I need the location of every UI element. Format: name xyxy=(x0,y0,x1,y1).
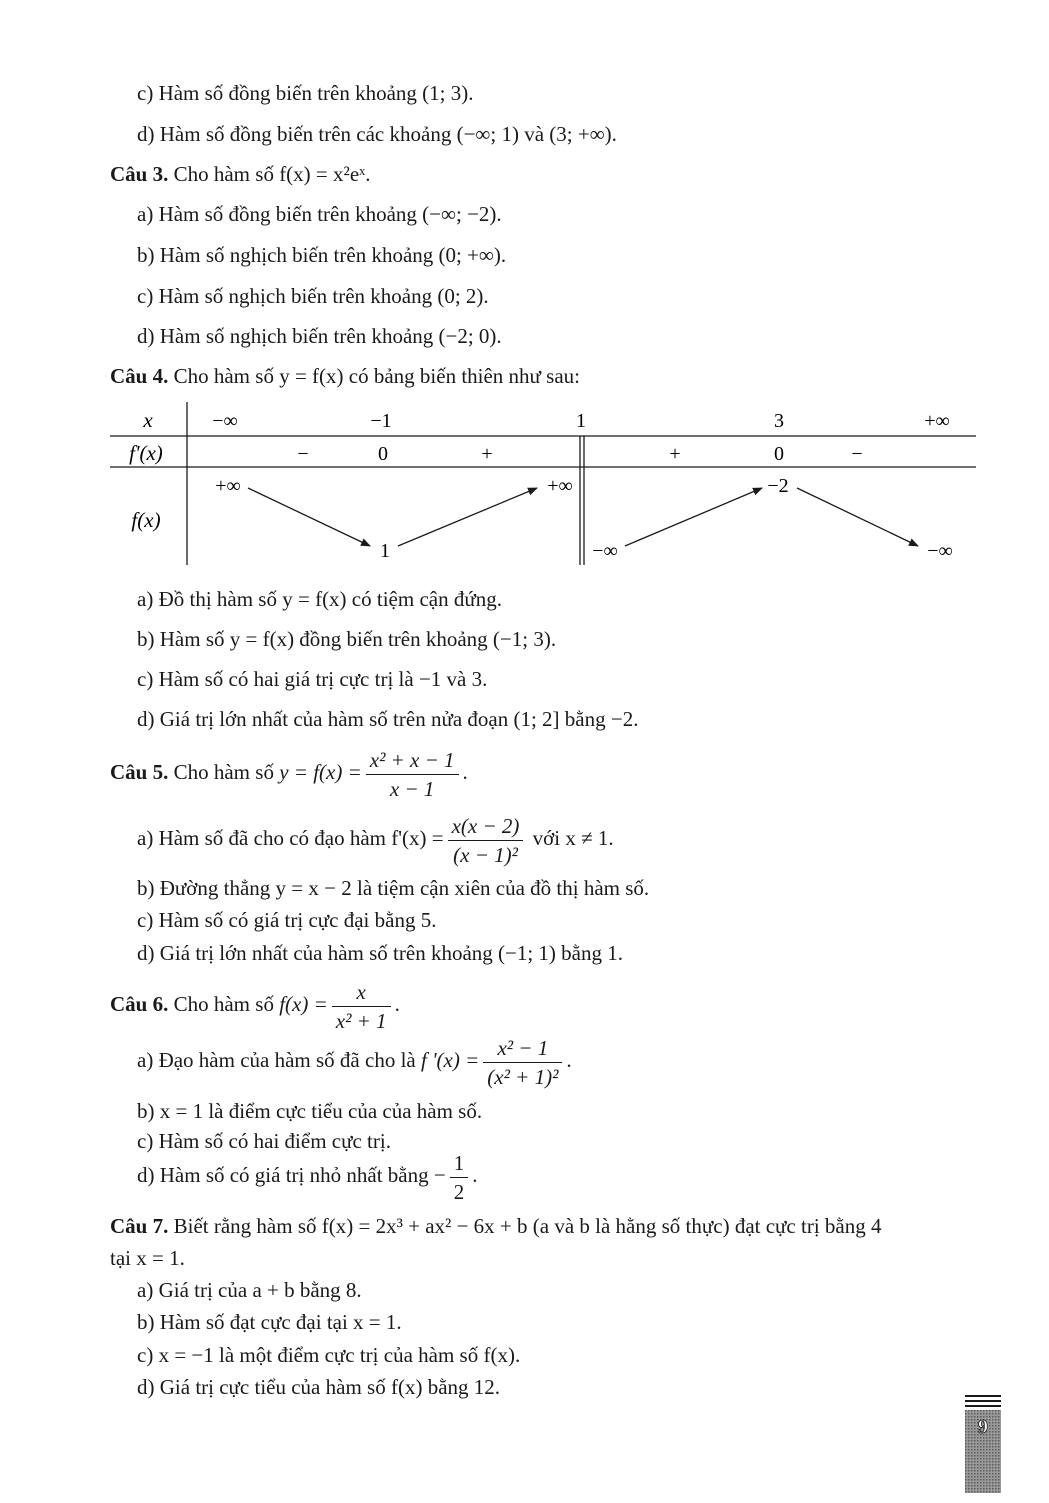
q6d-numerator: 1 xyxy=(450,1149,469,1178)
q6-option-a: a) Đạo hàm của hàm số đã cho là f '(x) = $\frac{\text{x² − 1}}{\text{(x² + 1)²}}$ . xyxy=(137,1035,572,1089)
q3-option-c: c) Hàm số nghịch biến trên khoảng (0; 2). xyxy=(137,284,489,308)
arrow-decreasing-2 xyxy=(797,488,918,546)
q3-option-a: a) Hàm số đồng biến trên khoảng (−∞; −2). xyxy=(137,202,502,226)
q2-option-c: c) Hàm số đồng biến trên khoảng (1; 3). xyxy=(137,81,474,105)
page-number: 9 xyxy=(978,1416,988,1438)
x-value: 3 xyxy=(774,410,784,432)
fp-sign: 0 xyxy=(774,443,784,465)
q5a-numerator: x(x − 2) xyxy=(451,813,520,838)
f-value: −∞ xyxy=(927,540,953,562)
q7-stem xyxy=(110,1213,882,1239)
q6a-fraction xyxy=(483,1034,562,1091)
q7-text: Biết rằng hàm số f(x) = 2x³ + ax² − 6x + b (a và b là hằng số thực) đạt cực trị bằng 4 xyxy=(173,1214,882,1238)
q3-option-d: d) Hàm số nghịch biến trên khoảng (−2; 0). xyxy=(137,324,502,348)
q5-text: Cho hàm số xyxy=(173,760,274,784)
fp-sign: − xyxy=(297,443,309,465)
f-value: −2 xyxy=(767,475,789,497)
q6a-denominator: (x² + 1)² xyxy=(487,1064,559,1089)
q4-option-b: b) Hàm số y = f(x) đồng biến trên khoảng (−1; 3). xyxy=(137,627,557,651)
q7-option-d: d) Giá trị cực tiểu của hàm số f(x) bằng 12. xyxy=(137,1375,501,1399)
f-value: 1 xyxy=(380,540,390,562)
table-x-label: x xyxy=(143,408,153,432)
q5a-prefix: a) Hàm số đã cho có đạo hàm f'(x) = xyxy=(137,826,444,850)
q5-label: Câu 5. xyxy=(110,760,169,784)
q5a-fraction xyxy=(448,812,524,869)
q7-stem-continued: tại x = 1. xyxy=(110,1246,185,1270)
fp-sign: − xyxy=(851,443,863,465)
q6-option-b: b) x = 1 là điểm cực tiểu của của hàm số. xyxy=(137,1099,483,1123)
q5a-suffix: với x ≠ 1. xyxy=(532,826,614,850)
table-f-label: f(x) xyxy=(131,508,161,532)
page-number-box xyxy=(965,1395,1001,1493)
q6-denominator: x² + 1 xyxy=(335,1008,387,1033)
q5-numerator: x² + x − 1 xyxy=(369,747,455,772)
q4-option-a: a) Đồ thị hàm số y = f(x) có tiệm cận đứng. xyxy=(137,587,502,611)
q5a-denominator: (x − 1)² xyxy=(453,842,518,867)
q6d-fraction xyxy=(450,1149,469,1206)
q5-option-a xyxy=(137,808,614,869)
q3-option-b: b) Hàm số nghịch biến trên khoảng (0; +∞). xyxy=(137,243,507,267)
q6-label: Câu 6. xyxy=(110,992,169,1016)
q6d-prefix: d) Hàm số có giá trị nhỏ nhất bằng − xyxy=(137,1163,446,1187)
q6-lhs: f(x) = xyxy=(279,992,328,1016)
q7-option-b: b) Hàm số đạt cực đại tại x = 1. xyxy=(137,1310,402,1334)
q7-label: Câu 7. xyxy=(110,1214,169,1238)
q7-option-a: a) Giá trị của a + b bằng 8. xyxy=(137,1278,362,1302)
f-value: +∞ xyxy=(547,475,573,497)
q6-option-c: c) Hàm số có hai điểm cực trị. xyxy=(137,1129,391,1153)
fp-sign: + xyxy=(481,443,493,465)
q5-option-b: b) Đường thẳng y = x − 2 là tiệm cận xiên của đồ thị hàm số. xyxy=(137,876,650,900)
arrow-increasing-1 xyxy=(398,488,537,546)
q6d-denominator: 2 xyxy=(453,1179,465,1204)
q5-stem: Câu 5. Cho hàm số y = f(x) = $\frac{\text{x² + x − 1}}{x - 1}$ . xyxy=(110,747,468,801)
q4-label: Câu 4. xyxy=(110,364,169,388)
q6a-numerator: x² − 1 xyxy=(497,1035,549,1060)
q3-text: Cho hàm số f(x) = x²eˣ. xyxy=(173,162,371,186)
arrow-decreasing-1 xyxy=(248,488,370,546)
q4-option-c: c) Hàm số có hai giá trị cực trị là −1 và 3. xyxy=(137,667,488,691)
q5-fraction xyxy=(366,746,459,803)
q2-option-d: d) Hàm số đồng biến trên các khoảng (−∞; 1) và (3; +∞). xyxy=(137,122,617,146)
variation-table xyxy=(0,0,1049,580)
q4-option-d: d) Giá trị lớn nhất của hàm số trên nửa đoạn (1; 2] bằng −2. xyxy=(137,707,639,731)
table-fp-label: f'(x) xyxy=(129,441,163,465)
f-value: −∞ xyxy=(592,540,618,562)
arrow-increasing-2 xyxy=(625,488,762,546)
x-value: +∞ xyxy=(924,410,950,432)
q5-denominator: x − 1 xyxy=(389,776,435,801)
q6a-prefix: a) Đạo hàm của hàm số đã cho là xyxy=(137,1048,416,1072)
q5-lhs: y = f(x) = xyxy=(279,760,362,784)
x-value: −∞ xyxy=(212,410,238,432)
q6-fraction xyxy=(332,978,391,1035)
q4-text: Cho hàm số y = f(x) có bảng biến thiên như sau: xyxy=(173,364,581,388)
x-value: 1 xyxy=(576,410,586,432)
q5-option-d: d) Giá trị lớn nhất của hàm số trên khoảng (−1; 1) bằng 1. xyxy=(137,941,623,965)
q6-text: Cho hàm số xyxy=(173,992,274,1016)
f-value: +∞ xyxy=(215,475,241,497)
fp-sign: + xyxy=(669,443,681,465)
fp-sign: 0 xyxy=(378,443,388,465)
q6-numerator: x xyxy=(356,979,366,1004)
q7-option-c: c) x = −1 là một điểm cực trị của hàm số f(x). xyxy=(137,1343,521,1367)
x-value: −1 xyxy=(370,410,392,432)
q6-stem: Câu 6. Cho hàm số f(x) = $\frac{x}{\text{x² + 1}}$ . xyxy=(110,979,400,1033)
q3-label: Câu 3. xyxy=(110,162,169,186)
q6-option-d: d) Hàm số có giá trị nhỏ nhất bằng − $\frac{1}{2}$ . xyxy=(137,1150,478,1204)
q5-option-c: c) Hàm số có giá trị cực đại bằng 5. xyxy=(137,908,437,932)
q6a-lhs: f '(x) = xyxy=(420,1048,480,1072)
